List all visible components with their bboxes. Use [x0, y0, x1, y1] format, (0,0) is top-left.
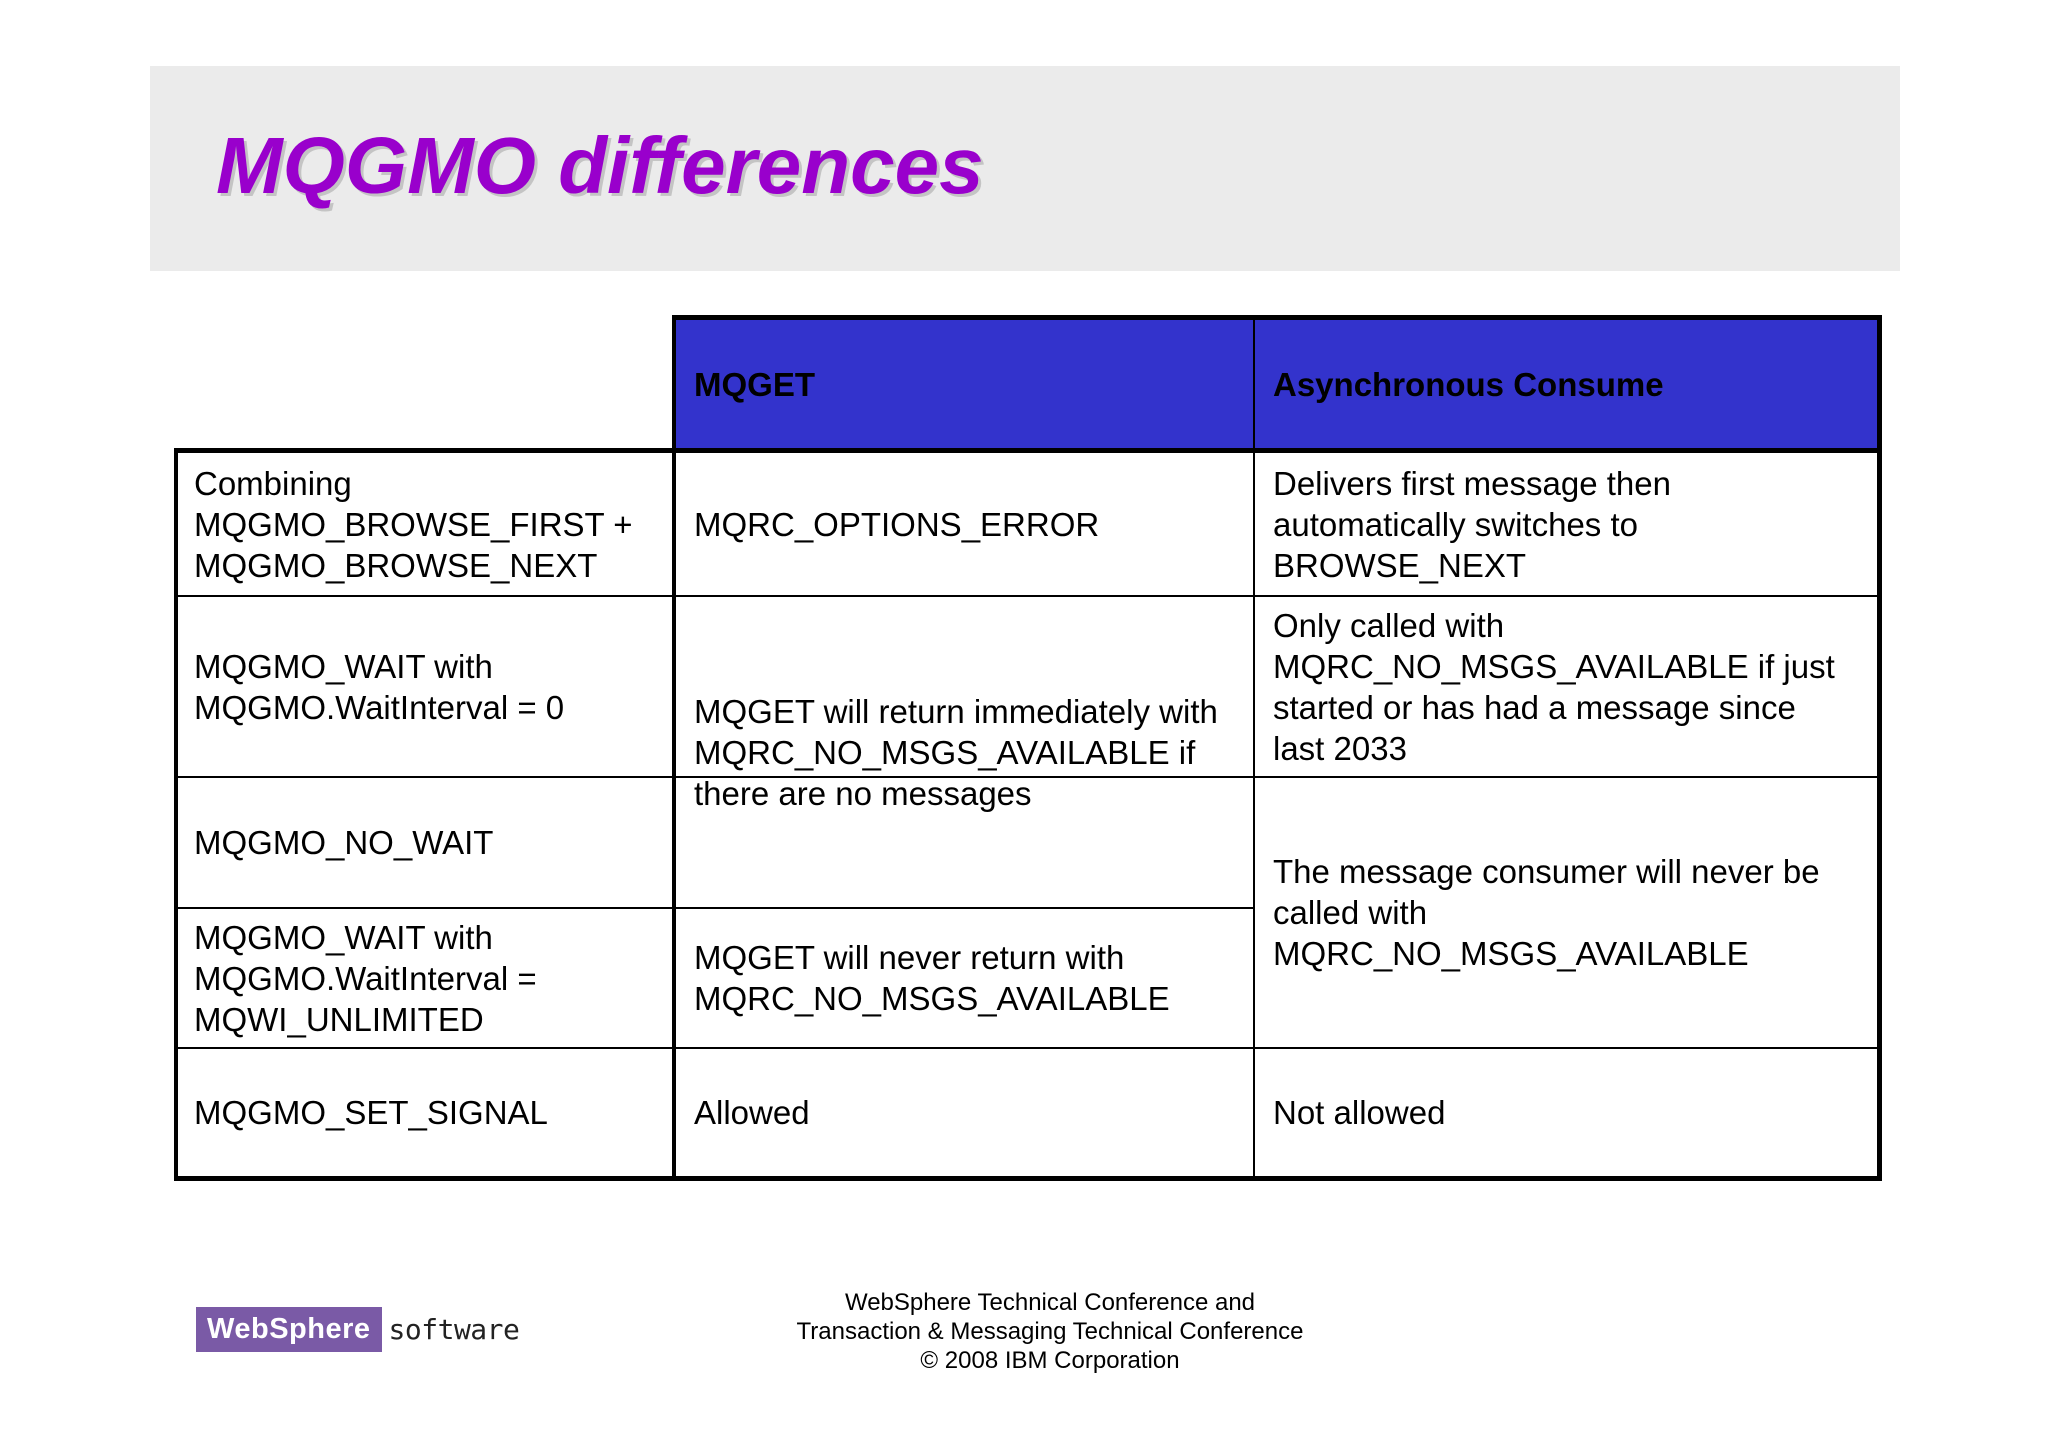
slide-title: MQGMO differences [216, 121, 984, 210]
logo-brand: WebSphere [196, 1307, 382, 1352]
logo-word: software [388, 1313, 520, 1346]
mqget-cell-browse: MQRC_OPTIONS_ERROR [694, 505, 1100, 543]
row-label-wait-zero: MQGMO_WAIT with MQGMO.WaitInterval = 0 [194, 647, 565, 726]
row-label-no-wait: MQGMO_NO_WAIT [194, 824, 494, 861]
mqget-cell-wait-unlimited: MQGET will never return with MQRC_NO_MSGS_AVAILABLE [694, 939, 1170, 1017]
mqget-cell-no-wait: MQGET will return immediately with MQRC_NO_MSGS_AVAILABLE if there are no messages [694, 692, 1218, 812]
async-cell-set-signal: Not allowed [1273, 1094, 1446, 1131]
row-label-set-signal: MQGMO_SET_SIGNAL [194, 1094, 548, 1131]
conference-footer: WebSphere Technical Conference and Transaction & Messaging Technical Conference © 2008 IBM Corporation [796, 1289, 1304, 1374]
header-mqget: MQGET [694, 365, 815, 403]
row-label-wait-unlimited: MQGMO_WAIT with MQGMO.WaitInterval = MQWI_UNLIMITED [194, 918, 537, 1038]
async-cell-never-called: The message consumer will never be called with MQRC_NO_MSGS_AVAILABLE [1273, 853, 1820, 972]
table-border-right [1877, 315, 1882, 1181]
mqget-cell-set-signal: Allowed [694, 1094, 810, 1131]
async-cell-wait-zero: Only called with MQRC_NO_MSGS_AVAILABLE if just started or has had a message since last 2033 [1273, 606, 1835, 767]
row-label-browse: Combining MQGMO_BROWSE_FIRST + MQGMO_BROWSE_NEXT [194, 464, 633, 584]
header-async-consume: Asynchronous Consume [1273, 365, 1664, 403]
websphere-software-logo [196, 1307, 519, 1352]
table-border-bottom [174, 1176, 1882, 1181]
async-cell-browse: Delivers first message then automatically switches to BROWSE_NEXT [1273, 464, 1671, 584]
